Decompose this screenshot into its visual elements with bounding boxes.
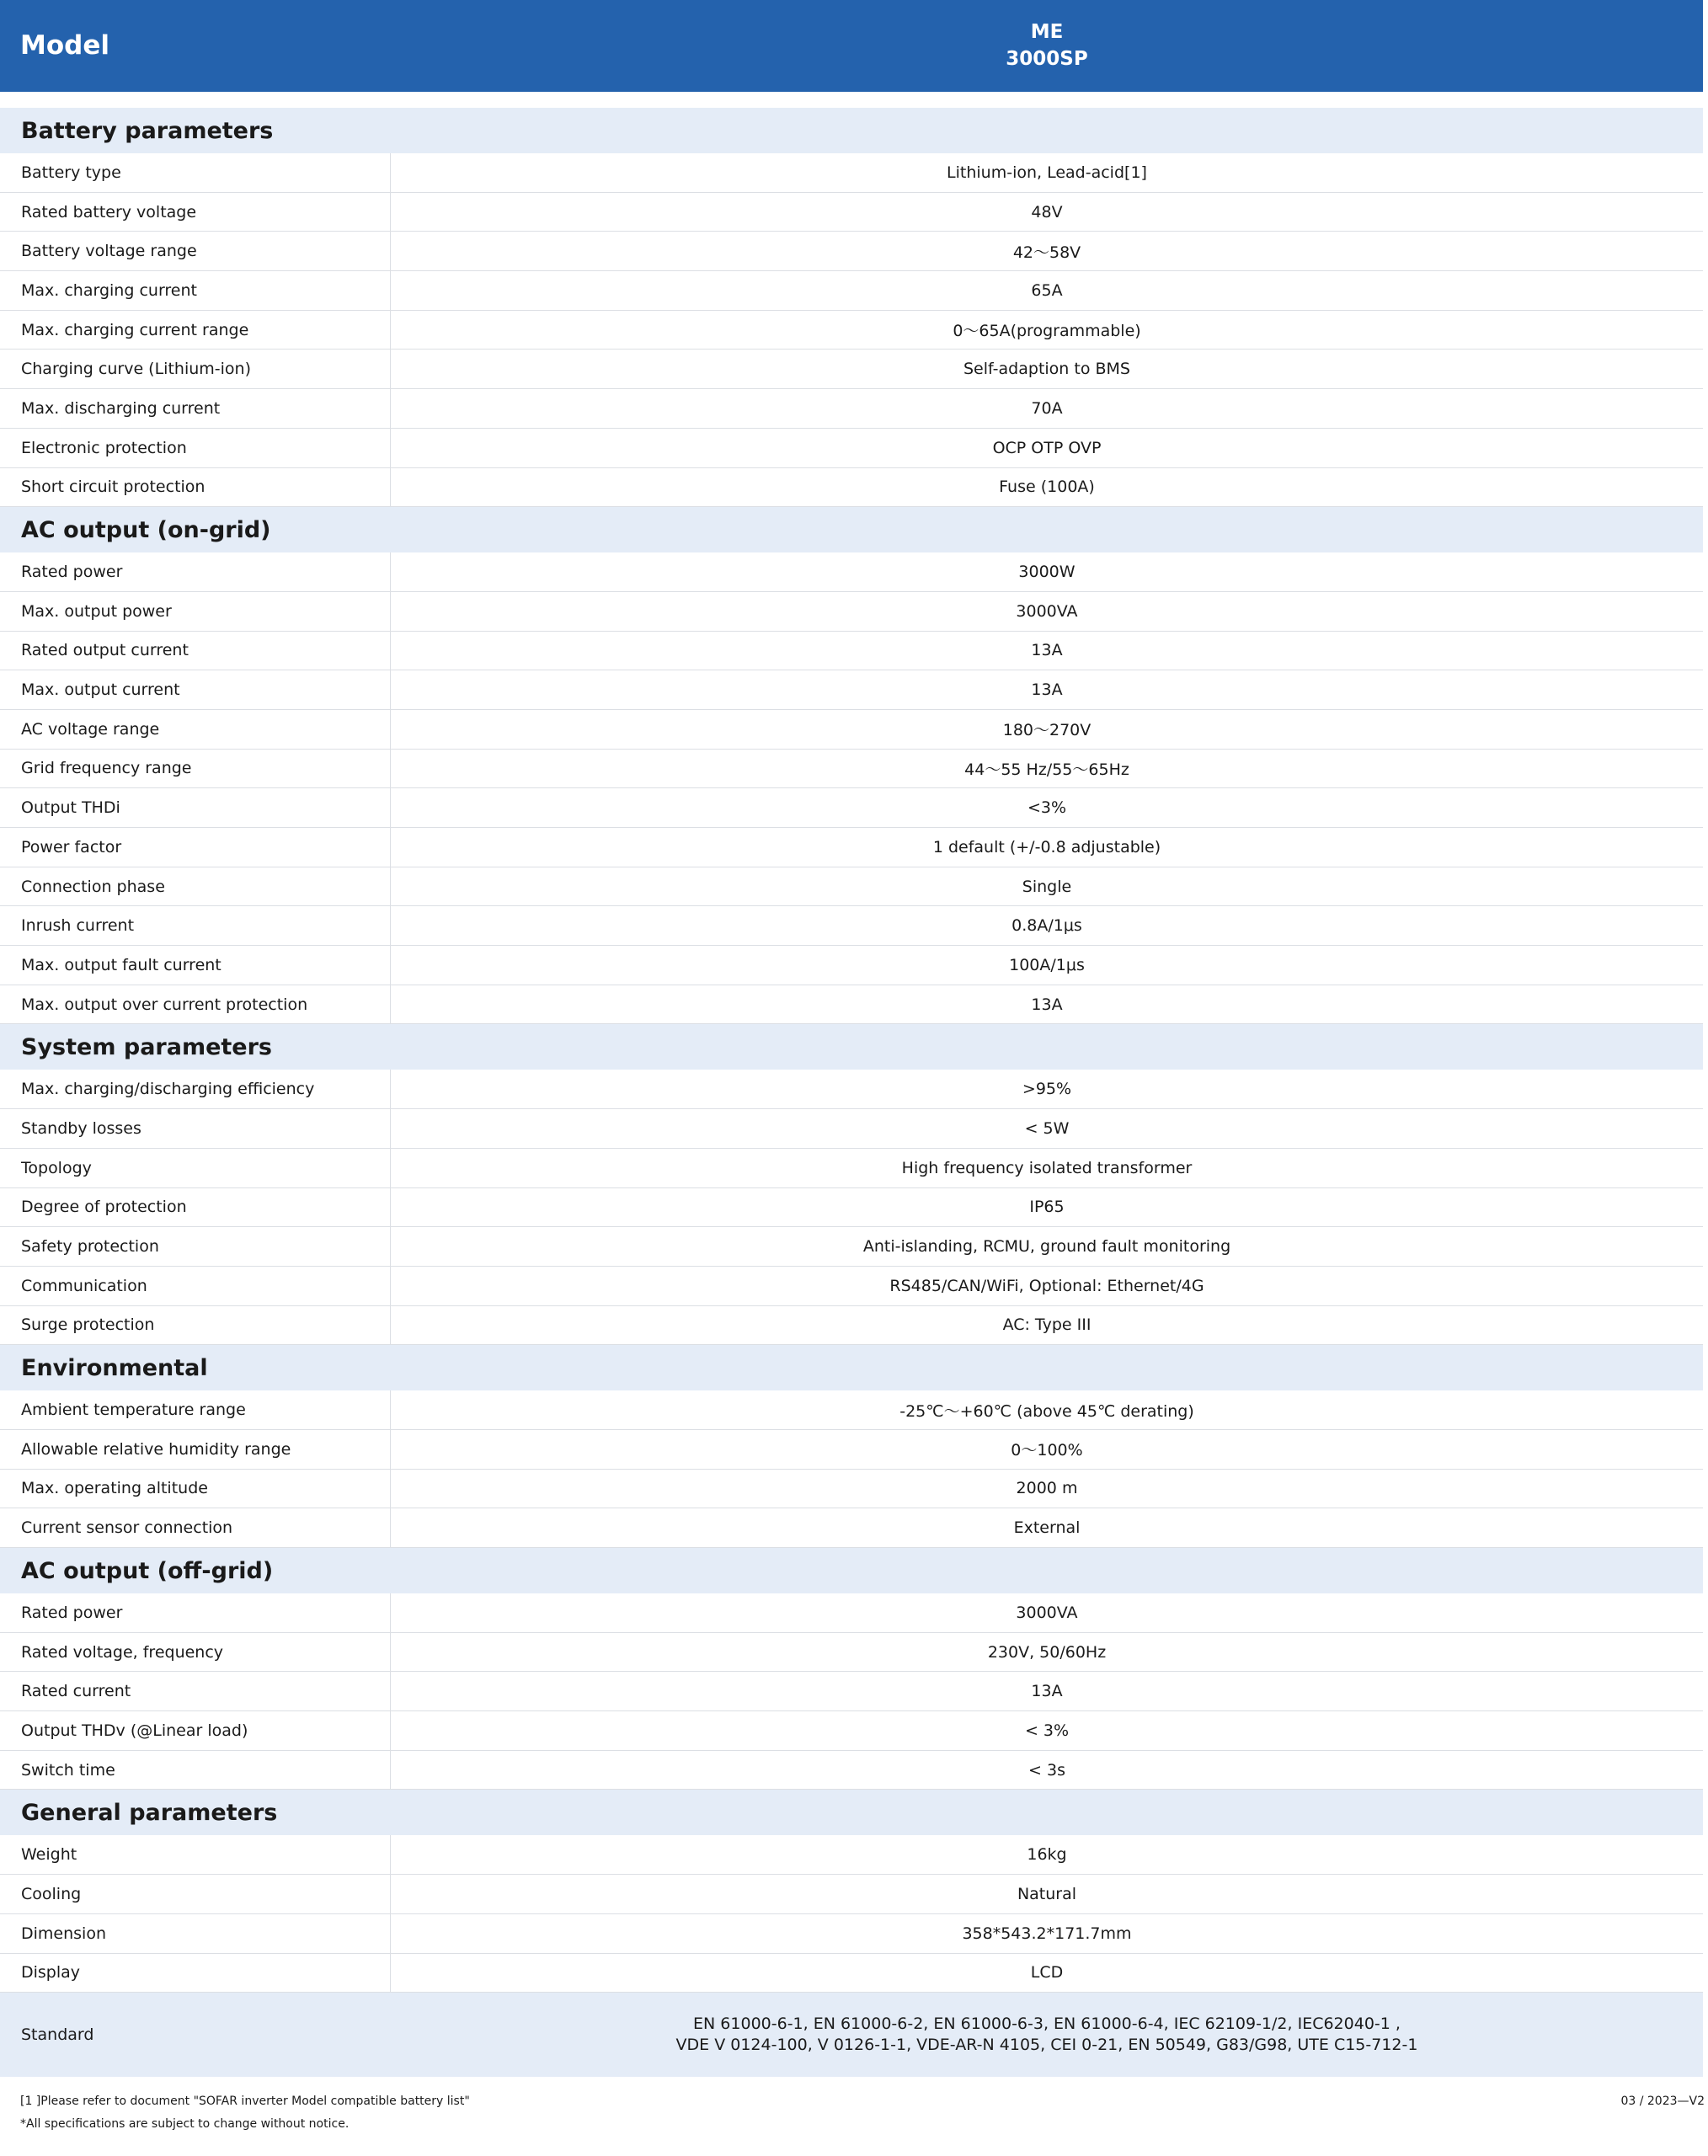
spec-label: Max. operating altitude [0,1470,391,1508]
section [0,1548,1703,1790]
spec-row [0,1508,1703,1548]
spec-value: 180～270V [1002,721,1092,740]
spec-value: 65A [1031,280,1063,300]
spec-label: Safety protection [0,1227,391,1266]
spec-row [0,1149,1703,1188]
spec-label: Battery voltage range [0,232,391,270]
section-title: AC output (on-grid) [0,507,1703,552]
section [0,1024,1703,1345]
spec-label: Current sensor connection [0,1508,391,1547]
model-value-line1: ME [1030,21,1064,43]
spec-value: >95% [1022,1080,1072,1099]
spec-row [0,1188,1703,1228]
section [0,108,1703,507]
spec-value: 1 default (+/-0.8 adjustable) [932,837,1161,857]
spec-value: -25℃～+60℃ (above 45℃ derating) [899,1401,1194,1421]
section-title: Battery parameters [0,108,1703,153]
spec-label: Rated power [0,552,391,591]
footnote-specs-change: *All specifications are subject to change without notice. [20,2117,350,2131]
spec-label: Switch time [0,1751,391,1790]
spec-value: 3000VA [1016,1603,1078,1622]
standard-line1: EN 61000-6-1, EN 61000-6-2, EN 61000-6-3, EN 61000-6-4, IEC 62109-1/2, IEC62040-1 , [693,2015,1401,2034]
spec-row [0,592,1703,632]
standard-line2: VDE V 0124-100, V 0126-1-1, VDE-AR-N 4105, CEI 0-21, EN 50549, G83/G98, UTE C15-712-1 [675,2036,1418,2055]
spec-row [0,1070,1703,1109]
spec-label: Rated battery voltage [0,193,391,232]
section-title: General parameters [0,1790,1703,1835]
spec-label: Communication [0,1267,391,1305]
spec-label: Max. charging current range [0,311,391,350]
spec-row [0,1109,1703,1149]
standard-row [0,1993,1703,2077]
spec-row [0,1227,1703,1267]
spec-value: OCP OTP OVP [992,438,1102,457]
spec-value: 0.8A/1μs [1011,916,1082,936]
section-title: System parameters [0,1024,1703,1070]
spec-label: Ambient temperature range [0,1390,391,1429]
spec-value: 44～55 Hz/55～65Hz [964,760,1129,779]
spec-label: Max. charging current [0,271,391,310]
spec-row [0,1751,1703,1790]
spec-value: LCD [1030,1963,1064,1983]
spec-value: 0～65A(programmable) [953,322,1141,341]
section [0,1790,1703,1993]
spec-row [0,1835,1703,1875]
spec-label: Surge protection [0,1306,391,1345]
spec-value: AC: Type III [1002,1315,1092,1335]
spec-label: Cooling [0,1875,391,1913]
version-label: 03 / 2023—V2 [1620,2095,1705,2108]
spec-value: 358*543.2*171.7mm [962,1924,1132,1943]
spec-value: < 3% [1024,1721,1070,1740]
spec-row [0,750,1703,789]
spec-value: Natural [1017,1884,1077,1903]
spec-value: IP65 [1029,1198,1065,1217]
spec-value: < 3s [1028,1760,1065,1780]
spec-row [0,1390,1703,1430]
spec-row [0,1633,1703,1673]
spec-row [0,1267,1703,1306]
spec-row [0,710,1703,750]
spec-label: Output THDv (@Linear load) [0,1711,391,1750]
spec-label: Standby losses [0,1109,391,1148]
spec-row [0,429,1703,468]
spec-label: Charging curve (Lithium-ion) [0,350,391,388]
spec-row [0,193,1703,232]
spec-value: 2000 m [1016,1479,1078,1498]
spec-row [0,468,1703,508]
standard-value [391,1993,1703,2077]
spec-label: Rated voltage, frequency [0,1633,391,1672]
spec-value: 3000VA [1016,601,1078,621]
spec-table [0,108,1703,2077]
spec-label: Topology [0,1149,391,1187]
model-label: Model [20,30,109,61]
spec-row [0,985,1703,1025]
footnote-battery-list: [1 ]Please refer to document "SOFAR inverter Model compatible battery list" [20,2095,470,2108]
spec-label: Rated current [0,1672,391,1710]
spec-row [0,828,1703,867]
spec-row [0,1875,1703,1914]
spec-value: Lithium-ion, Lead-acid[1] [947,163,1147,182]
spec-value: <3% [1027,798,1067,818]
spec-value: High frequency isolated transformer [901,1158,1193,1177]
spec-row [0,632,1703,671]
spec-label: Short circuit protection [0,468,391,507]
spec-row [0,1672,1703,1711]
spec-label: Max. output power [0,592,391,631]
standard-label: Standard [21,2025,94,2045]
spec-value: 3000W [1018,563,1076,582]
spec-row [0,1306,1703,1346]
model-header [0,0,1703,92]
spec-value: 13A [1031,641,1063,660]
spec-label: Max. output current [0,670,391,709]
spec-row [0,1593,1703,1633]
spec-value: Single [1022,877,1072,896]
spec-value: Self-adaption to BMS [963,360,1130,379]
spec-label: Grid frequency range [0,750,391,788]
spec-value: 230V, 50/60Hz [987,1642,1107,1662]
spec-row [0,389,1703,429]
section-title: Environmental [0,1345,1703,1390]
spec-value: 0～100% [1011,1441,1083,1460]
spec-value: 100A/1μs [1009,955,1085,974]
spec-label: Inrush current [0,906,391,945]
section [0,507,1703,1024]
spec-row [0,946,1703,985]
spec-row [0,867,1703,907]
spec-row [0,350,1703,389]
spec-row [0,1430,1703,1470]
spec-value: 16kg [1027,1845,1067,1865]
spec-row [0,1470,1703,1509]
spec-label: Output THDi [0,788,391,827]
spec-label: Display [0,1954,391,1993]
spec-value: 70A [1031,398,1063,418]
section-title: AC output (off-grid) [0,1548,1703,1593]
spec-label: Degree of protection [0,1188,391,1227]
spec-row [0,153,1703,193]
spec-label: Electronic protection [0,429,391,467]
spec-label: Max. charging/discharging efficiency [0,1070,391,1108]
spec-label: Rated power [0,1593,391,1632]
spec-value: 42～58V [1012,243,1081,262]
spec-value: Anti-islanding, RCMU, ground fault monitoring [862,1237,1231,1257]
spec-value: RS485/CAN/WiFi, Optional: Ethernet/4G [889,1276,1204,1295]
section [0,1345,1703,1548]
spec-label: Battery type [0,153,391,192]
spec-row [0,1711,1703,1751]
model-value-line2: 3000SP [1006,48,1088,70]
spec-label: Power factor [0,828,391,867]
spec-row [0,311,1703,350]
spec-label: Connection phase [0,867,391,906]
spec-value: Fuse (100A) [999,478,1095,497]
spec-value: 13A [1031,1682,1063,1701]
spec-label: Max. output over current protection [0,985,391,1024]
spec-value: 48V [1031,202,1063,221]
spec-row [0,1914,1703,1954]
spec-row [0,232,1703,271]
spec-label: Max. output fault current [0,946,391,985]
spec-row [0,552,1703,592]
spec-row [0,670,1703,710]
spec-label: Allowable relative humidity range [0,1430,391,1469]
spec-value: 13A [1031,995,1063,1014]
spec-value: < 5W [1024,1118,1070,1138]
spec-label: Rated output current [0,632,391,670]
spec-label: Max. discharging current [0,389,391,428]
spec-value: 13A [1031,680,1063,700]
spec-label: AC voltage range [0,710,391,749]
model-value [391,19,1703,72]
spec-row [0,271,1703,311]
spec-row [0,1954,1703,1993]
spec-label: Dimension [0,1914,391,1953]
spec-value: External [1013,1518,1081,1538]
spec-row [0,788,1703,828]
spec-row [0,906,1703,946]
spec-label: Weight [0,1835,391,1874]
